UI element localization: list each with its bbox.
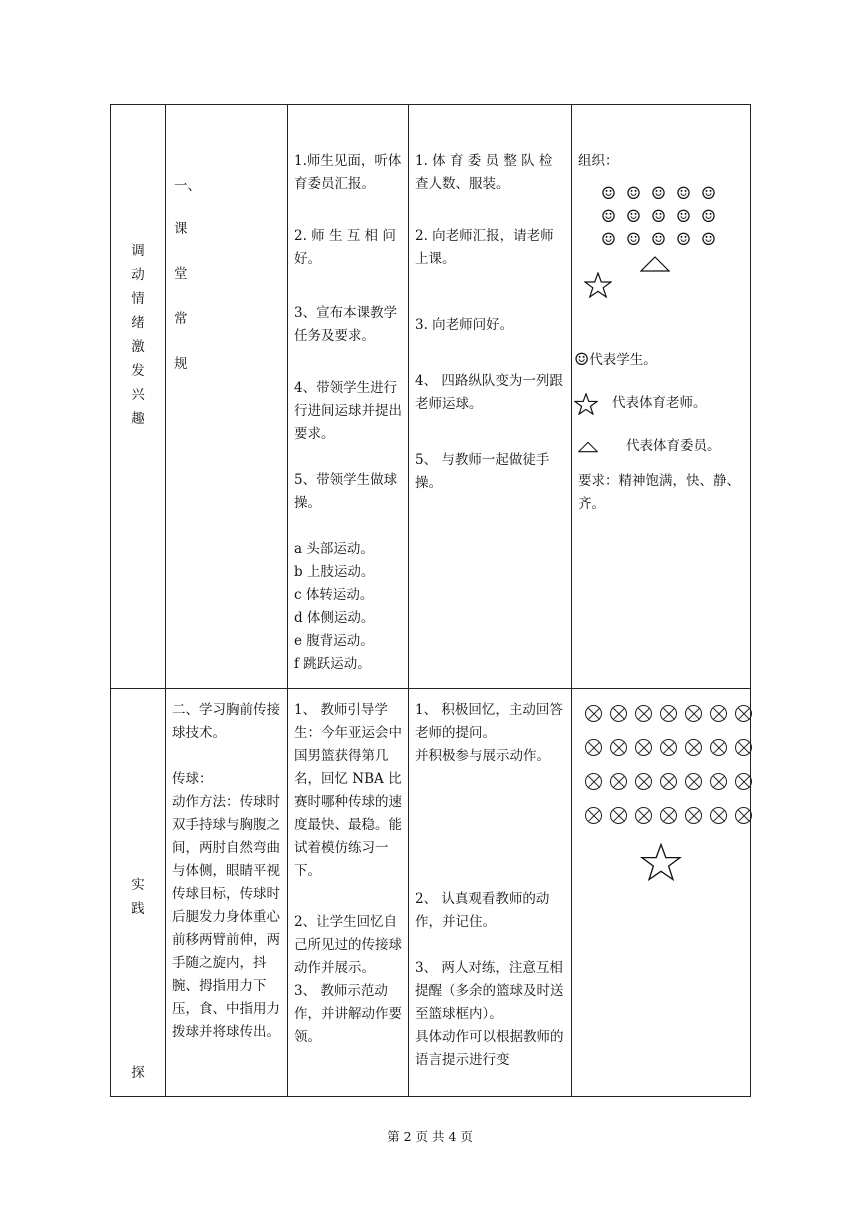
organization-label: 组织： <box>578 153 619 169</box>
player-marker-icon <box>660 773 677 790</box>
player-marker-icon <box>635 739 652 756</box>
player-marker-icon <box>610 739 627 756</box>
stage-char: 兴 <box>131 387 145 403</box>
player-marker-icon <box>660 807 677 824</box>
smiley-icon: ☺ <box>700 184 717 204</box>
smiley-icon: ☺ <box>625 207 642 227</box>
section-char: 规 <box>174 356 188 372</box>
stage-char: 情 <box>131 291 145 307</box>
smiley-icon: ☺ <box>600 207 617 227</box>
student-activity-cell <box>409 105 572 689</box>
exercise-list <box>294 538 402 676</box>
smiley-icon: ☺ <box>700 230 717 250</box>
exercise-item: b 上肢运动。 <box>294 564 375 580</box>
smiley-icon: ☺ <box>600 184 617 204</box>
player-marker-icon <box>585 773 602 790</box>
stage-char: 绪 <box>131 315 145 331</box>
smiley-icon: ☺ <box>650 184 667 204</box>
teacher-step: 1、 教师引导学生：今年亚运会中国男篮获得第几名，回忆 NBA 比赛时哪种传球的速度最快、最稳。能试着模仿练习一下。 <box>294 702 402 879</box>
technique-description: 动作方法：传球时双手持球与胸腹之间，两肘自然弯曲与体侧，眼睛平视传球目标，传球时后腿发力身体重心前移两臂前伸，两手随之旋内，抖腕、拇指用力下压，食、中指用力拨球并将球传出。 <box>172 794 280 1040</box>
requirement-text: 要求：精神饱满，快、静、齐。 <box>578 473 740 512</box>
teacher-step: 4、带领学生进行行进间运球并提出要求。 <box>294 380 402 442</box>
player-marker-icon <box>685 705 702 722</box>
organization-cell <box>572 105 751 689</box>
teacher-step: 5、带领学生做球操。 <box>294 472 398 511</box>
triangle-icon <box>578 440 598 454</box>
exercise-item: c 体转运动。 <box>294 587 374 603</box>
triangle-icon <box>640 256 670 272</box>
stage-char: 动 <box>131 267 145 283</box>
exercise-item: f 跳跃运动。 <box>294 656 371 672</box>
legend-teacher <box>578 392 744 415</box>
teacher-step: 3、宣布本课教学任务及要求。 <box>294 305 398 344</box>
teacher-activity-cell <box>288 689 409 1097</box>
student-formation <box>596 183 744 252</box>
exercise-item: d 体侧运动。 <box>294 610 375 626</box>
teacher-step: 2、让学生回忆自己所见过的传接球动作并展示。 <box>294 914 402 976</box>
exercise-item: a 头部运动。 <box>294 541 374 557</box>
section-char: 堂 <box>174 266 188 282</box>
teacher-step: 3、 教师示范动作，并讲解动作要领。 <box>294 983 402 1045</box>
teacher-step: 2. 师 生 互 相 问好。 <box>294 228 396 267</box>
section-char: 课 <box>174 221 188 237</box>
player-marker-icon <box>710 773 727 790</box>
legend-monitor-label: 代表体育委员。 <box>626 438 721 454</box>
smiley-icon: ☺ <box>600 230 617 250</box>
smiley-icon: ☺ <box>625 230 642 250</box>
player-marker-icon <box>735 807 752 824</box>
row-classroom-routine <box>111 105 751 689</box>
student-step: 4、 四路纵队变为一列跟老师运球。 <box>415 373 563 412</box>
smiley-icon: ☺ <box>700 207 717 227</box>
player-marker-icon <box>610 705 627 722</box>
student-step: 3、 两人对练，注意互相提醒（多余的篮球及时送至篮球框内）。 <box>415 960 564 1022</box>
player-marker-icon <box>585 807 602 824</box>
legend-student <box>574 349 744 372</box>
row-practice <box>111 689 751 1097</box>
player-marker-icon <box>685 739 702 756</box>
player-marker-icon <box>660 705 677 722</box>
smiley-icon: ☺ <box>650 207 667 227</box>
content-cell-routine <box>166 105 288 689</box>
section-subtitle: 传球： <box>172 771 213 787</box>
player-marker-icon <box>685 807 702 824</box>
player-marker-icon <box>735 705 752 722</box>
student-step: 1、 积极回忆，主动回答老师的提问。 <box>415 702 563 741</box>
student-step: 3. 向老师问好。 <box>415 317 514 333</box>
player-marker-icon <box>710 807 727 824</box>
smiley-icon: ☺ <box>650 230 667 250</box>
player-marker-icon <box>635 773 652 790</box>
student-step: 1. 体 育 委 员 整 队 检 查人数、服装。 <box>415 153 553 192</box>
player-marker-icon <box>710 739 727 756</box>
section-char: 常 <box>174 311 188 327</box>
smiley-icon: ☺ <box>675 207 692 227</box>
player-marker-icon <box>735 773 752 790</box>
legend-student-label: 代表学生。 <box>589 352 657 368</box>
smiley-icon: ☺ <box>625 184 642 204</box>
student-step: 具体动作可以根据教师的语言提示进行变 <box>415 1029 564 1068</box>
star-icon <box>584 272 612 298</box>
player-marker-icon <box>585 739 602 756</box>
formation-cell <box>572 689 751 1097</box>
section-title: 二、学习胸前传接球技术。 <box>172 702 280 741</box>
stage-char: 调 <box>131 243 145 259</box>
player-marker-icon <box>585 705 602 722</box>
student-step: 5、 与教师一起做徒手操。 <box>415 452 550 491</box>
student-step: 并积极参与展示动作。 <box>415 748 550 764</box>
exercise-item: e 腹背运动。 <box>294 633 374 649</box>
legend-teacher-label: 代表体育老师。 <box>612 395 707 411</box>
player-marker-icon <box>610 773 627 790</box>
page-footer: 第 2 页 共 4 页 <box>387 1129 473 1144</box>
student-activity-cell <box>409 689 572 1097</box>
stage-cell-motivation <box>111 105 166 689</box>
player-marker-icon <box>635 705 652 722</box>
legend-monitor <box>578 435 744 458</box>
teacher-activity-cell <box>288 105 409 689</box>
pair-formation <box>582 699 750 835</box>
smiley-icon: ☺ <box>675 230 692 250</box>
star-icon <box>640 843 682 881</box>
player-marker-icon <box>685 773 702 790</box>
content-cell-passing <box>166 689 288 1097</box>
stage-char: 趣 <box>131 411 145 427</box>
stage-cell-practice <box>111 689 166 1097</box>
lesson-plan-table <box>110 104 751 1097</box>
player-marker-icon <box>610 807 627 824</box>
stage-char: 探 <box>131 1065 145 1081</box>
stage-char: 激 <box>131 339 145 355</box>
student-step: 2. 向老师汇报，请老师上课。 <box>415 228 554 267</box>
stage-char: 发 <box>131 363 145 379</box>
star-icon <box>574 393 598 415</box>
smiley-icon: ☺ <box>574 350 590 370</box>
player-marker-icon <box>710 705 727 722</box>
player-marker-icon <box>660 739 677 756</box>
smiley-icon: ☺ <box>675 184 692 204</box>
stage-char: 实 <box>131 877 145 893</box>
teacher-step: 1.师生见面，听体育委员汇报。 <box>294 153 402 192</box>
student-step: 2、 认真观看教师的动作，并记住。 <box>415 891 550 930</box>
player-marker-icon <box>635 807 652 824</box>
player-marker-icon <box>735 739 752 756</box>
stage-char: 践 <box>131 901 145 917</box>
section-number: 一、 <box>174 178 201 194</box>
